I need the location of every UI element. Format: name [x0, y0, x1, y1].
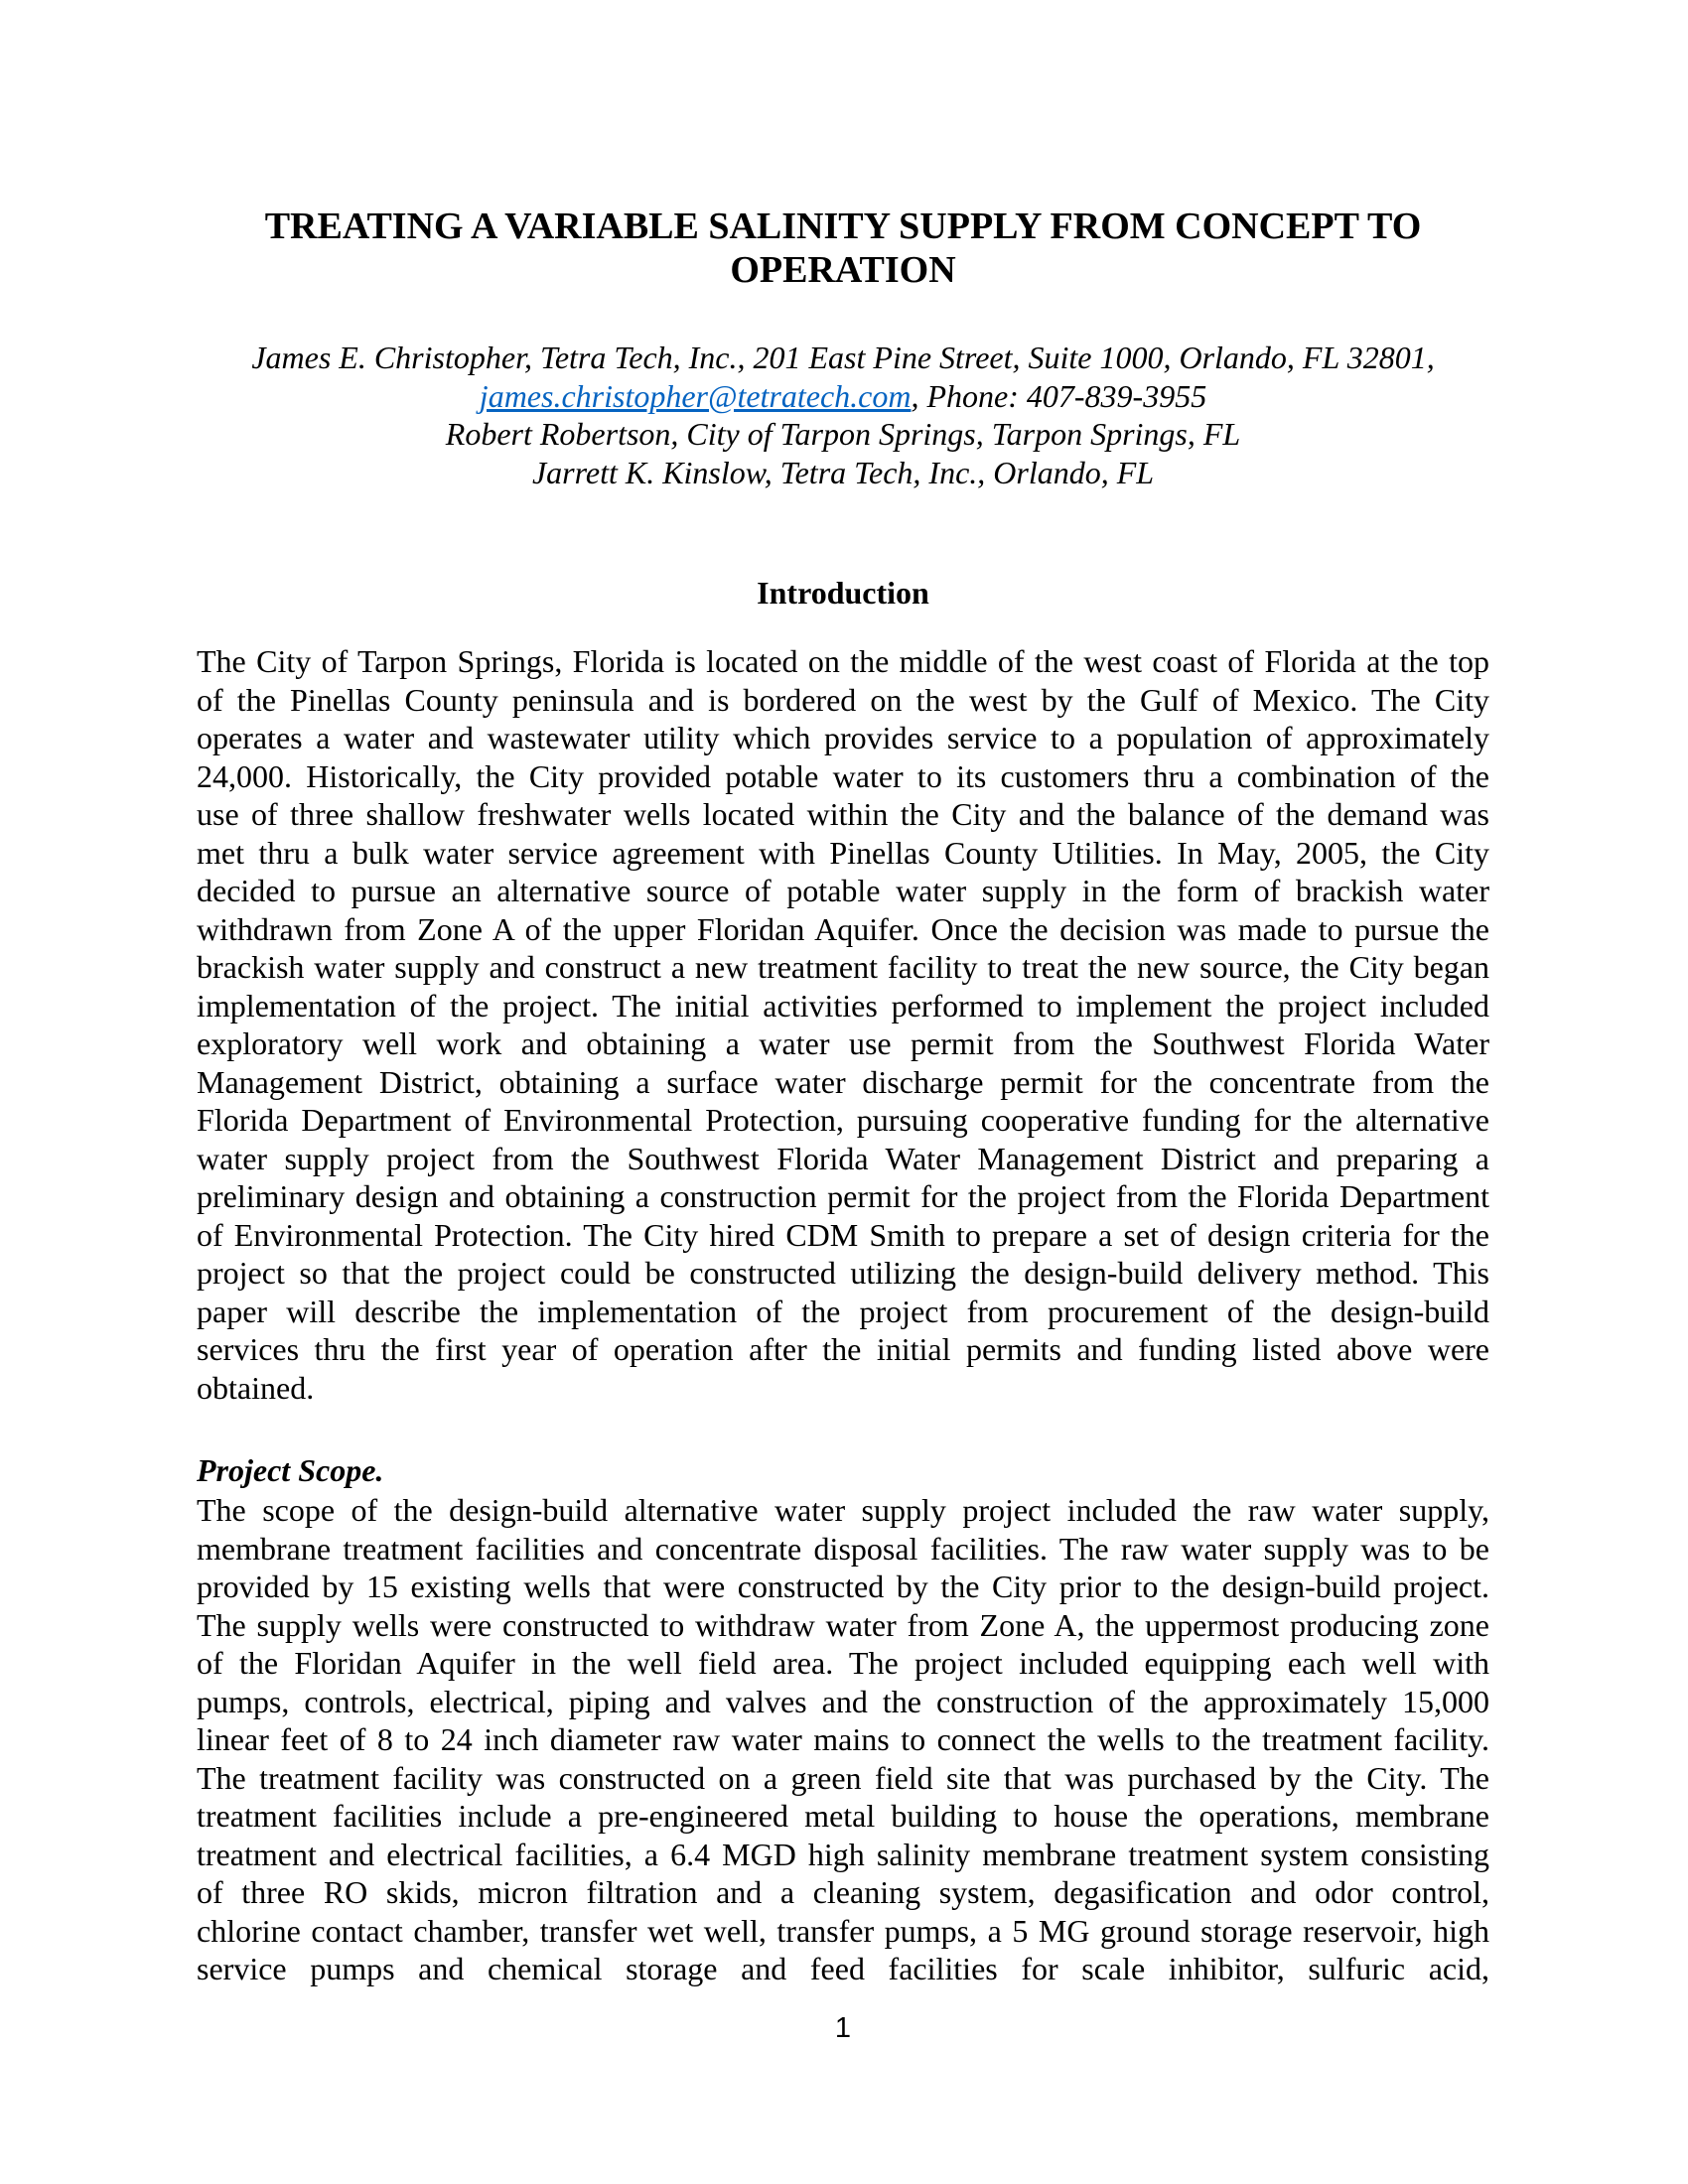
paragraph-line: withdrawn from Zone A of the upper Floridan Aquifer. Once the decision was made to pursue the: [197, 910, 1489, 947]
paragraph-line: Florida Department of Environmental Protection, pursuing cooperative funding for the alternative: [197, 1102, 1489, 1138]
paragraph-line: provided by 15 existing wells that were constructed by the City prior to the design-build project.: [197, 1569, 1489, 1604]
project-scope-paragraph: [197, 1491, 1489, 1988]
paragraph-line: exploratory well work and obtaining a water use permit from the Southwest Florida Water: [197, 1025, 1489, 1061]
paragraph-line: met thru a bulk water service agreement with Pinellas County Utilities. In May, 2005, the City: [197, 834, 1489, 871]
paragraph-line: linear feet of 8 to 24 inch diameter raw water mains to connect the wells to the treatment facility.: [197, 1721, 1489, 1757]
paragraph-line: service pumps and chemical storage and feed facilities for scale inhibitor, sulfuric acid,: [197, 1951, 1489, 1986]
author-line-4: Jarrett K. Kinslow, Tetra Tech, Inc., Orlando, FL: [531, 454, 1155, 490]
paragraph-line: of the Pinellas County peninsula and is bordered on the west by the Gulf of Mexico. The City: [197, 681, 1489, 718]
paragraph-line: decided to pursue an alternative source of potable water supply in the form of brackish water: [197, 873, 1489, 908]
paragraph-line: project so that the project could be constructed utilizing the design-build delivery method. This: [197, 1255, 1489, 1291]
paragraph-line: of the Floridan Aquifer in the well field area. The project included equipping each well with: [197, 1645, 1489, 1681]
paragraph-line: treatment facilities include a pre-engineered metal building to house the operations, membrane: [197, 1798, 1489, 1834]
paragraph-line: Management District, obtaining a surface water discharge permit for the concentrate from the: [197, 1063, 1489, 1100]
paper-title-line: TREATING A VARIABLE SALINITY SUPPLY FROM CONCEPT TO: [264, 205, 1422, 247]
paragraph-line: of Environmental Protection. The City hired CDM Smith to prepare a set of design criteria for the: [197, 1216, 1489, 1253]
paragraph-line: water supply project from the Southwest Florida Water Management District and preparing a: [197, 1140, 1489, 1176]
paragraph-line: chlorine contact chamber, transfer wet well, transfer pumps, a 5 MG ground storage reservoir, high: [197, 1912, 1489, 1949]
author-line-2: [197, 377, 1489, 416]
paragraph-line: The City of Tarpon Springs, Florida is located on the middle of the west coast of Florida at the top: [197, 643, 1489, 679]
paragraph-line: of three RO skids, micron filtration and a cleaning system, degasification and odor control,: [197, 1874, 1489, 1910]
author-line-1: James E. Christopher, Tetra Tech, Inc., 201 East Pine Street, Suite 1000, Orlando, FL 32801,: [251, 340, 1435, 375]
paragraph-line: 24,000. Historically, the City provided potable water to its customers thru a combination of the: [197, 757, 1489, 794]
author-block: [197, 339, 1489, 491]
paragraph-line: preliminary design and obtaining a construction permit for the project from the Florida Department: [197, 1178, 1489, 1214]
author-line-3: Robert Robertson, City of Tarpon Springs, Tarpon Springs, FL: [445, 416, 1241, 452]
paragraph-line: pumps, controls, electrical, piping and valves and the construction of the approximately 15,000: [197, 1683, 1489, 1719]
paragraph-line: services thru the first year of operation after the initial permits and funding listed above were: [197, 1331, 1489, 1367]
paragraph-line: The supply wells were constructed to withdraw water from Zone A, the uppermost producing zone: [197, 1606, 1489, 1643]
paragraph-line: brackish water supply and construct a new treatment facility to treat the new source, the City began: [197, 949, 1489, 985]
paragraph-line: paper will describe the implementation of the project from procurement of the design-build: [197, 1293, 1489, 1329]
author-line-2-rest: , Phone: 407-839-3955: [911, 377, 1207, 414]
subsection-heading-project-scope: Project Scope.: [197, 1452, 384, 1488]
paragraph-line: treatment and electrical facilities, a 6.4 MGD high salinity membrane treatment system consisting: [197, 1836, 1489, 1872]
paper-title-line: OPERATION: [730, 249, 956, 291]
paragraph-line: The treatment facility was constructed on a green field site that was purchased by the City. The: [197, 1759, 1489, 1796]
paragraph-line: operates a water and wastewater utility which provides service to a population of approximately: [197, 720, 1489, 755]
email-link[interactable]: james.christopher@tetratech.com: [479, 377, 912, 414]
paragraph-line: implementation of the project. The initial activities performed to implement the project included: [197, 987, 1489, 1024]
page-number: 1: [834, 2012, 852, 2044]
section-heading-introduction: Introduction: [757, 575, 929, 611]
paragraph-line: use of three shallow freshwater wells located within the City and the balance of the demand was: [197, 796, 1489, 832]
paragraph-line: The scope of the design-build alternative water supply project included the raw water supply,: [197, 1492, 1489, 1528]
paragraph-line: obtained.: [197, 1369, 315, 1406]
paper-title: [197, 205, 1489, 292]
introduction-paragraph: [197, 642, 1489, 1407]
paragraph-line: membrane treatment facilities and concentrate disposal facilities. The raw water supply was to be: [197, 1530, 1489, 1567]
